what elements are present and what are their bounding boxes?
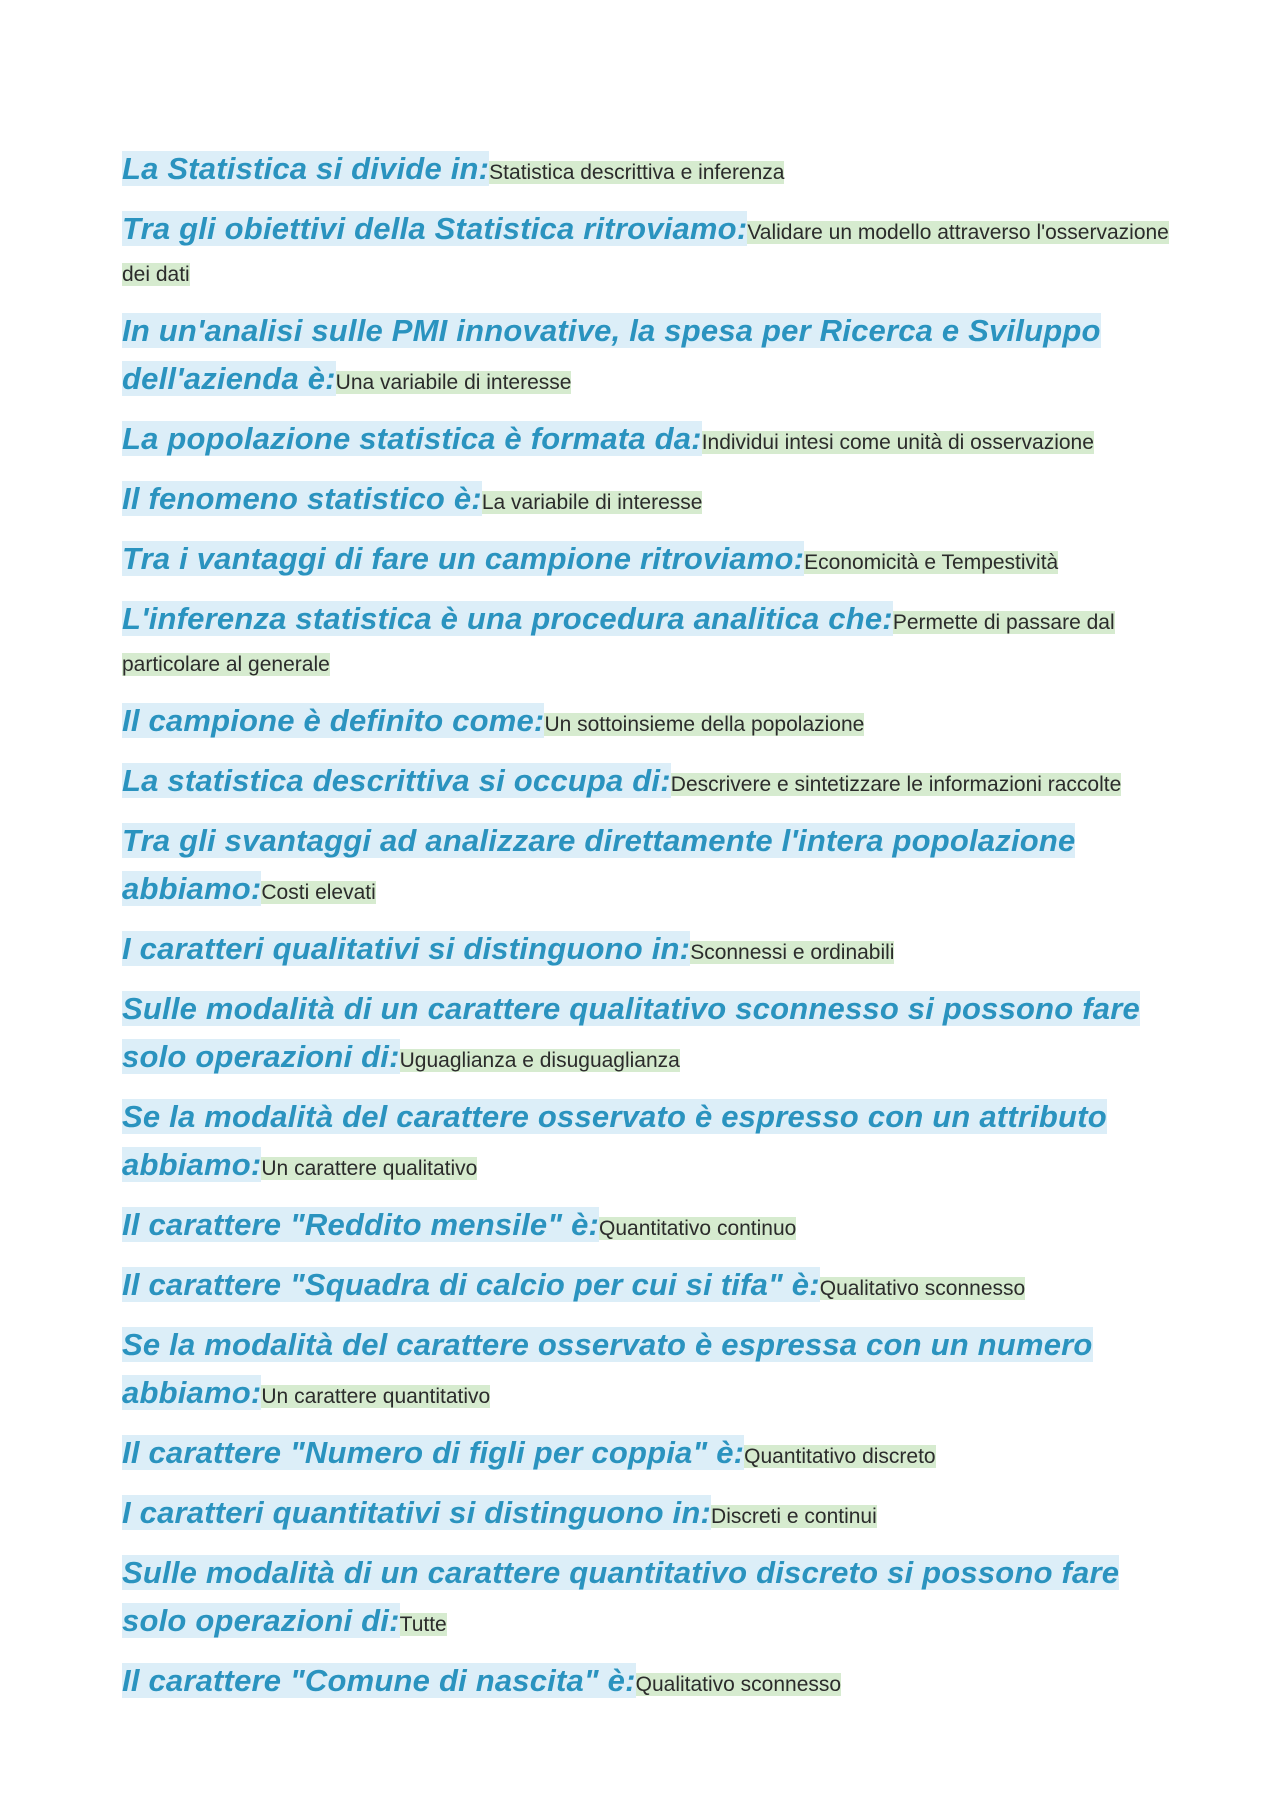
question-text: I caratteri qualitativi si distinguono in: bbox=[122, 931, 691, 966]
answer-text: Un carattere quantitativo bbox=[261, 1385, 491, 1408]
question-text: Il carattere "Reddito mensile" è: bbox=[122, 1207, 600, 1242]
question-text: Il carattere "Squadra di calcio per cui si tifa" è: bbox=[122, 1267, 820, 1302]
answer-text: Discreti e continui bbox=[711, 1505, 877, 1528]
qa-item-16 bbox=[122, 1324, 1182, 1420]
answer-text: Individui intesi come unità di osservazione bbox=[701, 431, 1094, 454]
qa-item-13 bbox=[122, 1096, 1182, 1192]
qa-item-2 bbox=[122, 208, 1182, 298]
answer-text: Un carattere qualitativo bbox=[261, 1157, 478, 1180]
qa-item-4 bbox=[122, 418, 1182, 466]
answer-text: Quantitativo discreto bbox=[744, 1445, 936, 1468]
qa-item-14 bbox=[122, 1204, 1182, 1252]
question-text: Tra i vantaggi di fare un campione ritroviamo: bbox=[122, 541, 805, 576]
qa-item-18 bbox=[122, 1492, 1182, 1540]
answer-text: La variabile di interesse bbox=[481, 491, 703, 514]
question-text: Se la modalità del carattere osservato è espresso con un attributo abbiamo: bbox=[122, 1099, 1107, 1182]
answer-text: Descrivere e sintetizzare le informazioni raccolte bbox=[670, 773, 1122, 796]
question-text: Se la modalità del carattere osservato è espressa con un numero abbiamo: bbox=[122, 1327, 1093, 1410]
question-text: Tra gli obiettivi della Statistica ritroviamo: bbox=[122, 211, 748, 246]
answer-text: Tutte bbox=[399, 1613, 447, 1636]
qa-item-7 bbox=[122, 598, 1182, 688]
question-text: Sulle modalità di un carattere quantitativo discreto si possono fare solo operazioni di: bbox=[122, 1555, 1120, 1638]
question-text: L'inferenza statistica è una procedura analitica che: bbox=[122, 601, 893, 636]
qa-item-17 bbox=[122, 1432, 1182, 1480]
question-text: La statistica descrittiva si occupa di: bbox=[122, 763, 671, 798]
question-text: Il carattere "Numero di figli per coppia" è: bbox=[122, 1435, 745, 1470]
answer-text: Quantitativo continuo bbox=[599, 1217, 797, 1240]
question-text: La Statistica si divide in: bbox=[122, 151, 490, 186]
qa-item-1 bbox=[122, 148, 1182, 196]
qa-item-10 bbox=[122, 820, 1182, 916]
qa-item-11 bbox=[122, 928, 1182, 976]
qa-item-3 bbox=[122, 310, 1182, 406]
question-text: Tra gli svantaggi ad analizzare direttamente l'intera popolazione abbiamo: bbox=[122, 823, 1076, 906]
question-text: La popolazione statistica è formata da: bbox=[122, 421, 702, 456]
qa-item-5 bbox=[122, 478, 1182, 526]
document-page bbox=[122, 148, 1182, 1720]
qa-item-20 bbox=[122, 1660, 1182, 1708]
qa-item-6 bbox=[122, 538, 1182, 586]
question-text: Il campione è definito come: bbox=[122, 703, 545, 738]
question-text: Sulle modalità di un carattere qualitativo sconnesso si possono fare solo operazioni di: bbox=[122, 991, 1140, 1074]
answer-text: Costi elevati bbox=[261, 881, 376, 904]
answer-text: Sconnessi e ordinabili bbox=[690, 941, 895, 964]
answer-text: Un sottoinsieme della popolazione bbox=[544, 713, 865, 736]
answer-text: Permette di passare dal particolare al generale bbox=[122, 611, 1115, 676]
answer-text: Qualitativo sconnesso bbox=[819, 1277, 1026, 1300]
answer-text: Economicità e Tempestività bbox=[804, 551, 1059, 574]
answer-text: Qualitativo sconnesso bbox=[635, 1673, 842, 1696]
qa-item-9 bbox=[122, 760, 1182, 808]
qa-item-12 bbox=[122, 988, 1182, 1084]
qa-item-15 bbox=[122, 1264, 1182, 1312]
qa-item-8 bbox=[122, 700, 1182, 748]
question-text: In un'analisi sulle PMI innovative, la spesa per Ricerca e Sviluppo dell'azienda è: bbox=[122, 313, 1101, 396]
answer-text: Uguaglianza e disuguaglianza bbox=[399, 1049, 680, 1072]
qa-item-19 bbox=[122, 1552, 1182, 1648]
question-text: Il fenomeno statistico è: bbox=[122, 481, 482, 516]
answer-text: Una variabile di interesse bbox=[335, 371, 572, 394]
question-text: Il carattere "Comune di nascita" è: bbox=[122, 1663, 636, 1698]
answer-text: Validare un modello attraverso l'osservazione dei dati bbox=[122, 221, 1169, 286]
answer-text: Statistica descrittiva e inferenza bbox=[489, 161, 785, 184]
question-text: I caratteri quantitativi si distinguono in: bbox=[122, 1495, 712, 1530]
